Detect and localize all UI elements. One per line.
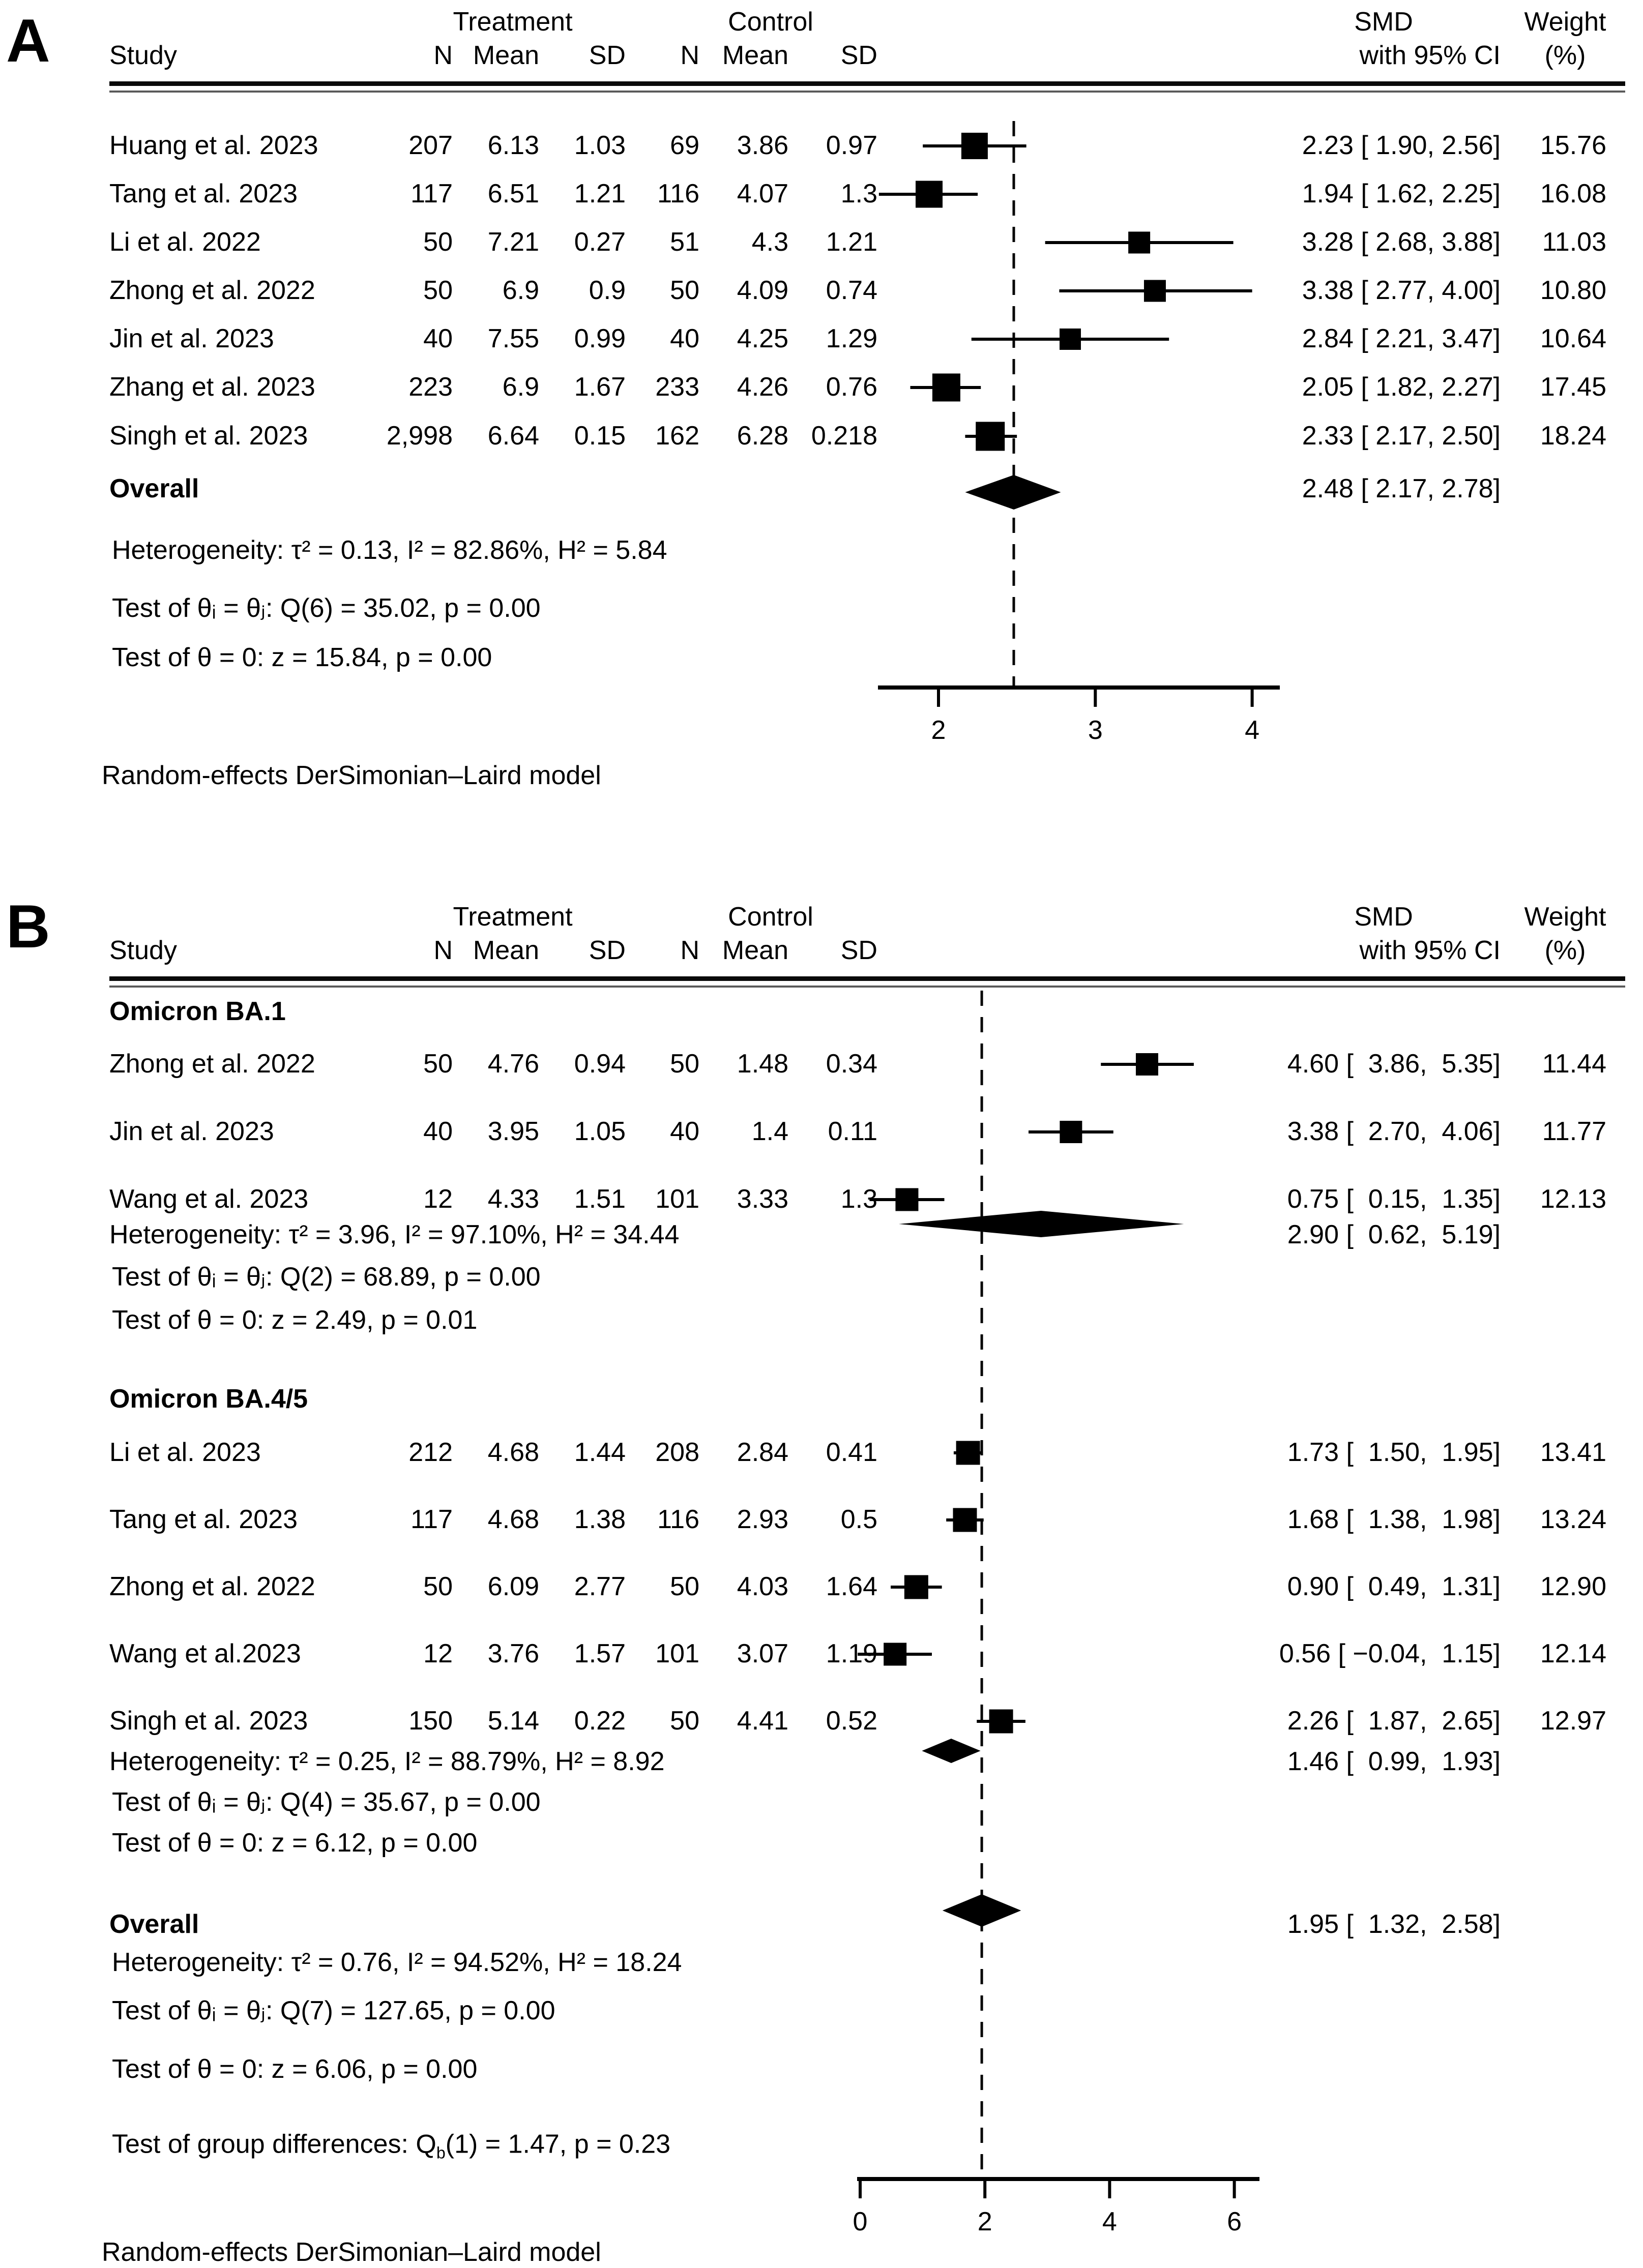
- sd-treatment-header: SD: [589, 936, 626, 966]
- effect-square: [976, 422, 1005, 451]
- mean-treatment-value: 6.51: [487, 179, 539, 209]
- smd-ci-value: 3.38 [ 2.77, 4.00]: [1302, 276, 1501, 306]
- smd-ci-value: 1.73 [ 1.50, 1.95]: [1287, 1438, 1501, 1468]
- mean-control-value: 3.33: [737, 1184, 788, 1214]
- weight-value: 13.41: [1540, 1438, 1606, 1468]
- study-label: Singh et al. 2023: [109, 421, 308, 451]
- mean-control-value: 3.86: [737, 131, 788, 161]
- smd-ci-header: with 95% CI: [1359, 41, 1501, 71]
- n-control-value: 69: [670, 131, 699, 161]
- study-label: Wang et al. 2023: [109, 1184, 309, 1214]
- header-rule: [109, 976, 1625, 988]
- n-treatment-value: 12: [423, 1639, 453, 1669]
- mean-control-value: 1.4: [751, 1117, 788, 1147]
- n-treatment-value: 150: [408, 1706, 453, 1736]
- sd-control-value: 0.52: [826, 1706, 877, 1736]
- weight-column-header: Weight: [1524, 7, 1606, 37]
- mean-control-value: 4.41: [737, 1706, 788, 1736]
- study-label: Zhong et al. 2022: [109, 1572, 315, 1602]
- n-treatment-value: 50: [423, 276, 453, 306]
- control-column-header: Control: [728, 902, 813, 932]
- heterogeneity-text: Heterogeneity: τ² = 0.25, I² = 88.79%, H² = 8.92: [109, 1747, 665, 1777]
- smd-ci-value: 3.28 [ 2.68, 3.88]: [1302, 227, 1501, 257]
- sd-treatment-value: 0.15: [574, 421, 626, 451]
- mean-treatment-value: 7.21: [487, 227, 539, 257]
- mean-treatment-value: 4.68: [487, 1438, 539, 1468]
- n-treatment-value: 40: [423, 1117, 453, 1147]
- mean-control-value: 4.03: [737, 1572, 788, 1602]
- n-treatment-value: 2,998: [386, 421, 453, 451]
- smd-ci-value: 2.26 [ 1.87, 2.65]: [1287, 1706, 1501, 1736]
- mean-treatment-value: 7.55: [487, 324, 539, 354]
- mean-control-value: 3.07: [737, 1639, 788, 1669]
- weight-value: 12.14: [1540, 1639, 1606, 1669]
- sd-control-value: 1.3: [840, 179, 877, 209]
- smd-ci-value: 2.84 [ 2.21, 3.47]: [1302, 324, 1501, 354]
- smd-ci-value: 2.48 [ 2.17, 2.78]: [1302, 474, 1501, 504]
- n-treatment-value: 212: [408, 1438, 453, 1468]
- n-control-value: 50: [670, 1572, 699, 1602]
- axis-tick-label: 3: [1088, 715, 1103, 745]
- sd-treatment-value: 1.38: [574, 1505, 626, 1535]
- sd-control-value: 0.76: [826, 372, 877, 402]
- mean-treatment-value: 6.09: [487, 1572, 539, 1602]
- weight-value: 10.80: [1540, 276, 1606, 306]
- mean-control-value: 4.09: [737, 276, 788, 306]
- stat-text: Test of θᵢ = θⱼ: Q(4) = 35.67, p = 0.00: [112, 1787, 541, 1817]
- sd-control-value: 0.218: [811, 421, 877, 451]
- smd-column-header: SMD: [1354, 7, 1413, 37]
- mean-treatment-value: 6.13: [487, 131, 539, 161]
- sd-treatment-value: 2.77: [574, 1572, 626, 1602]
- effect-square: [904, 1575, 928, 1599]
- axis-tick-label: 0: [853, 2207, 868, 2237]
- n-treatment-value: 50: [423, 1049, 453, 1079]
- n-treatment-value: 50: [423, 1572, 453, 1602]
- weight-value: 18.24: [1540, 421, 1606, 451]
- sd-control-header: SD: [840, 41, 877, 71]
- mean-control-value: 4.26: [737, 372, 788, 402]
- smd-ci-value: 3.38 [ 2.70, 4.06]: [1287, 1117, 1501, 1147]
- study-column-header: Study: [109, 936, 177, 966]
- study-label: Li et al. 2023: [109, 1438, 261, 1468]
- mean-control-value: 4.07: [737, 179, 788, 209]
- stat-text: Heterogeneity: τ² = 0.13, I² = 82.86%, H² = 5.84: [112, 535, 667, 565]
- sd-treatment-value: 1.21: [574, 179, 626, 209]
- subgroup-label: Omicron BA.1: [109, 997, 286, 1027]
- weight-value: 17.45: [1540, 372, 1606, 402]
- n-treatment-header: N: [433, 936, 453, 966]
- study-column-header: Study: [109, 41, 177, 71]
- effect-square: [895, 1188, 918, 1211]
- sd-control-value: 0.41: [826, 1438, 877, 1468]
- axis-tick-label: 6: [1227, 2207, 1242, 2237]
- effect-square: [1060, 329, 1081, 350]
- smd-ci-value: 1.68 [ 1.38, 1.98]: [1287, 1505, 1501, 1535]
- study-label: Jin et al. 2023: [109, 1117, 274, 1147]
- heterogeneity-text: Heterogeneity: τ² = 3.96, I² = 97.10%, H² = 34.44: [109, 1220, 680, 1250]
- sd-control-value: 0.74: [826, 276, 877, 306]
- stat-text: Test of θᵢ = θⱼ: Q(2) = 68.89, p = 0.00: [112, 1262, 541, 1292]
- sd-control-value: 1.3: [840, 1184, 877, 1214]
- smd-ci-header: with 95% CI: [1359, 936, 1501, 966]
- sd-treatment-value: 0.9: [589, 276, 626, 306]
- mean-control-value: 4.25: [737, 324, 788, 354]
- sd-treatment-value: 1.51: [574, 1184, 626, 1214]
- effect-square: [961, 133, 988, 159]
- effect-square: [956, 1441, 980, 1465]
- sd-treatment-value: 0.99: [574, 324, 626, 354]
- effect-square: [916, 181, 943, 208]
- mean-treatment-value: 5.14: [487, 1706, 539, 1736]
- weight-pct-header: (%): [1544, 936, 1586, 966]
- sd-control-value: 1.21: [826, 227, 877, 257]
- n-treatment-value: 12: [423, 1184, 453, 1214]
- n-treatment-value: 117: [410, 1505, 453, 1535]
- mean-treatment-value: 4.76: [487, 1049, 539, 1079]
- weight-value: 12.90: [1540, 1572, 1606, 1602]
- n-control-value: 162: [655, 421, 699, 451]
- study-label: Tang et al. 2023: [109, 179, 298, 209]
- weight-value: 12.97: [1540, 1706, 1606, 1736]
- subgroup-label: Omicron BA.4/5: [109, 1384, 308, 1414]
- n-control-value: 101: [655, 1639, 699, 1669]
- effect-square: [953, 1508, 977, 1532]
- n-control-value: 208: [655, 1438, 699, 1468]
- smd-ci-value: 2.90 [ 0.62, 5.19]: [1287, 1220, 1501, 1250]
- mean-control-value: 4.3: [751, 227, 788, 257]
- axis-tick-label: 2: [931, 715, 946, 745]
- weight-value: 16.08: [1540, 179, 1606, 209]
- sd-control-value: 0.97: [826, 131, 877, 161]
- sd-control-value: 0.34: [826, 1049, 877, 1079]
- study-label: Jin et al. 2023: [109, 324, 274, 354]
- sd-treatment-value: 1.05: [574, 1117, 626, 1147]
- mean-control-value: 2.84: [737, 1438, 788, 1468]
- n-treatment-header: N: [433, 41, 453, 71]
- n-control-value: 51: [670, 227, 699, 257]
- axis-tick-label: 2: [977, 2207, 992, 2237]
- mean-treatment-value: 6.64: [487, 421, 539, 451]
- treatment-column-header: Treatment: [453, 7, 573, 37]
- smd-ci-value: 4.60 [ 3.86, 5.35]: [1287, 1049, 1501, 1079]
- sd-control-value: 1.64: [826, 1572, 877, 1602]
- study-label: Huang et al. 2023: [109, 131, 318, 161]
- stat-text: Test of θ = 0: z = 2.49, p = 0.01: [112, 1305, 478, 1335]
- effect-square: [932, 374, 960, 402]
- mean-control-header: Mean: [722, 41, 788, 71]
- mean-control-value: 1.48: [737, 1049, 788, 1079]
- study-label: Zhang et al. 2023: [109, 372, 315, 402]
- n-control-value: 116: [657, 179, 699, 209]
- axis-tick-label: 4: [1102, 2207, 1117, 2237]
- stat-text: Heterogeneity: τ² = 0.76, I² = 94.52%, H² = 18.24: [112, 1948, 682, 1978]
- mean-treatment-value: 6.9: [502, 276, 539, 306]
- mean-treatment-value: 3.95: [487, 1117, 539, 1147]
- treatment-column-header: Treatment: [453, 902, 573, 932]
- smd-ci-value: 2.05 [ 1.82, 2.27]: [1302, 372, 1501, 402]
- stat-text: Test of θᵢ = θⱼ: Q(6) = 35.02, p = 0.00: [112, 593, 541, 623]
- n-control-value: 40: [670, 1117, 699, 1147]
- axis-tick-label: 4: [1245, 715, 1260, 745]
- study-label: Singh et al. 2023: [109, 1706, 308, 1736]
- mean-treatment-value: 3.76: [487, 1639, 539, 1669]
- stat-text: Test of group differences: $Q_b(1) = 1.47$, p = 0.23: [112, 2129, 671, 2162]
- sd-control-value: 0.11: [828, 1117, 877, 1147]
- overall-label: Overall: [109, 1909, 199, 1939]
- n-treatment-value: 117: [410, 179, 453, 209]
- sd-treatment-value: 1.44: [574, 1438, 626, 1468]
- weight-value: 12.13: [1540, 1184, 1606, 1214]
- mean-control-header: Mean: [722, 936, 788, 966]
- sd-treatment-value: 1.03: [574, 131, 626, 161]
- control-column-header: Control: [728, 7, 813, 37]
- study-label: Zhong et al. 2022: [109, 1049, 315, 1079]
- mean-control-value: 6.28: [737, 421, 788, 451]
- smd-ci-value: 0.90 [ 0.49, 1.31]: [1287, 1572, 1501, 1602]
- sd-treatment-value: 0.22: [574, 1706, 626, 1736]
- n-control-header: N: [680, 41, 699, 71]
- weight-value: 11.77: [1542, 1117, 1606, 1147]
- stat-text: Test of θ = 0: z = 15.84, p = 0.00: [112, 643, 492, 673]
- n-treatment-value: 223: [408, 372, 453, 402]
- stat-text: Test of θᵢ = θⱼ: Q(7) = 127.65, p = 0.00: [112, 1996, 555, 2026]
- mean-treatment-value: 4.33: [487, 1184, 539, 1214]
- smd-column-header: SMD: [1354, 902, 1413, 932]
- stat-text: Test of θ = 0: z = 6.06, p = 0.00: [112, 2054, 478, 2084]
- smd-ci-value: 2.23 [ 1.90, 2.56]: [1302, 131, 1501, 161]
- header-rule: [109, 81, 1625, 93]
- smd-ci-value: 0.56 [ −0.04, 1.15]: [1279, 1639, 1501, 1669]
- mean-treatment-value: 4.68: [487, 1505, 539, 1535]
- n-control-value: 101: [655, 1184, 699, 1214]
- sd-treatment-value: 1.67: [574, 372, 626, 402]
- n-control-value: 40: [670, 324, 699, 354]
- sd-treatment-value: 1.57: [574, 1639, 626, 1669]
- smd-ci-value: 1.95 [ 1.32, 2.58]: [1287, 1909, 1501, 1939]
- weight-value: 11.03: [1542, 227, 1606, 257]
- sd-control-value: 1.19: [826, 1639, 877, 1669]
- model-note: Random-effects DerSimonian–Laird model: [102, 761, 601, 791]
- sd-treatment-header: SD: [589, 41, 626, 71]
- n-control-value: 50: [670, 1706, 699, 1736]
- sd-control-value: 0.5: [840, 1505, 877, 1535]
- n-control-header: N: [680, 936, 699, 966]
- study-label: Zhong et al. 2022: [109, 276, 315, 306]
- n-treatment-value: 50: [423, 227, 453, 257]
- smd-ci-value: 1.94 [ 1.62, 2.25]: [1302, 179, 1501, 209]
- study-label: Li et al. 2022: [109, 227, 261, 257]
- sd-treatment-value: 0.94: [574, 1049, 626, 1079]
- weight-column-header: Weight: [1524, 902, 1606, 932]
- n-control-value: 50: [670, 1049, 699, 1079]
- weight-value: 11.44: [1542, 1049, 1606, 1079]
- stat-text: Test of θ = 0: z = 6.12, p = 0.00: [112, 1828, 478, 1858]
- mean-control-value: 2.93: [737, 1505, 788, 1535]
- smd-ci-value: 1.46 [ 0.99, 1.93]: [1287, 1747, 1501, 1777]
- n-treatment-value: 40: [423, 324, 453, 354]
- panel-b-label: B: [6, 892, 50, 961]
- mean-treatment-value: 6.9: [502, 372, 539, 402]
- weight-value: 13.24: [1540, 1505, 1606, 1535]
- n-control-value: 50: [670, 276, 699, 306]
- n-treatment-value: 207: [408, 131, 453, 161]
- n-control-value: 116: [657, 1505, 699, 1535]
- mean-treatment-header: Mean: [473, 41, 539, 71]
- overall-label: Overall: [109, 474, 199, 504]
- sd-treatment-value: 0.27: [574, 227, 626, 257]
- sd-control-header: SD: [840, 936, 877, 966]
- effect-square: [989, 1710, 1013, 1734]
- weight-value: 15.76: [1540, 131, 1606, 161]
- study-label: Tang et al. 2023: [109, 1505, 298, 1535]
- smd-ci-value: 2.33 [ 2.17, 2.50]: [1302, 421, 1501, 451]
- effect-square: [884, 1643, 906, 1666]
- model-note: Random-effects DerSimonian–Laird model: [102, 2237, 601, 2267]
- weight-value: 10.64: [1540, 324, 1606, 354]
- weight-pct-header: (%): [1544, 41, 1586, 71]
- n-control-value: 233: [655, 372, 699, 402]
- mean-treatment-header: Mean: [473, 936, 539, 966]
- study-label: Wang et al.2023: [109, 1639, 301, 1669]
- panel-a-label: A: [6, 7, 50, 75]
- effect-square: [1060, 1121, 1082, 1143]
- sd-control-value: 1.29: [826, 324, 877, 354]
- smd-ci-value: 0.75 [ 0.15, 1.35]: [1287, 1184, 1501, 1214]
